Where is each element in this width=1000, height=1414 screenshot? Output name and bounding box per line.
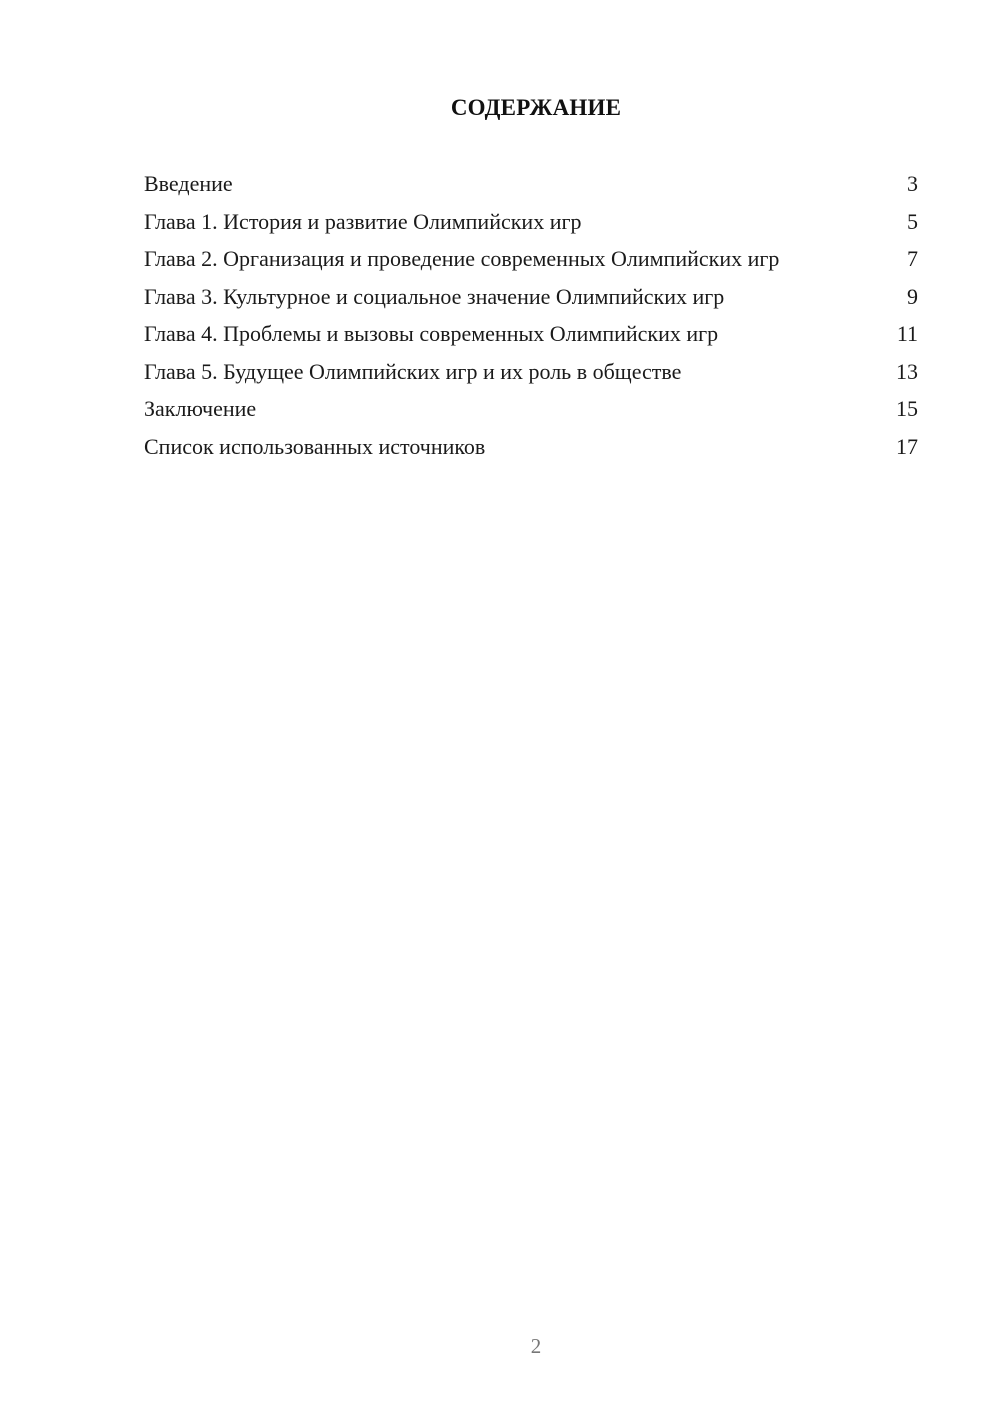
table-of-contents — [144, 170, 918, 470]
toc-entry-label: Глава 1. История и развитие Олимпийских игр — [144, 208, 582, 234]
toc-entry-page: 9 — [907, 283, 918, 309]
toc-entry — [144, 358, 918, 385]
toc-entry — [144, 395, 918, 422]
toc-entry-page: 5 — [907, 208, 918, 234]
toc-entry-page: 11 — [896, 321, 918, 346]
toc-entry-label: Введение — [144, 171, 233, 196]
toc-entry — [144, 208, 918, 235]
toc-entry-label: Заключение — [144, 396, 257, 421]
toc-entry-page: 13 — [896, 358, 918, 384]
page-title: СОДЕРЖАНИЕ — [450, 95, 622, 120]
toc-entry — [144, 320, 918, 347]
page-number: 2 — [530, 1334, 542, 1358]
toc-entry — [144, 170, 918, 197]
toc-entry — [144, 245, 918, 272]
toc-entry — [144, 283, 918, 310]
toc-entry-page: 15 — [896, 396, 918, 421]
toc-entry-label: Глава 4. Проблемы и вызовы современных Олимпийских игр — [144, 321, 719, 346]
toc-entry-page: 3 — [907, 171, 918, 196]
toc-entry-label: Глава 2. Организация и проведение современных Олимпийских игр — [144, 246, 780, 271]
toc-entry-page: 7 — [907, 246, 918, 271]
toc-entry-label: Глава 5. Будущее Олимпийских игр и их роль в обществе — [144, 358, 682, 384]
toc-entry — [144, 433, 918, 460]
toc-entry-page: 17 — [896, 433, 918, 459]
toc-entry-label: Список использованных источников — [144, 433, 486, 459]
toc-entry-label: Глава 3. Культурное и социальное значение Олимпийских игр — [144, 283, 725, 309]
